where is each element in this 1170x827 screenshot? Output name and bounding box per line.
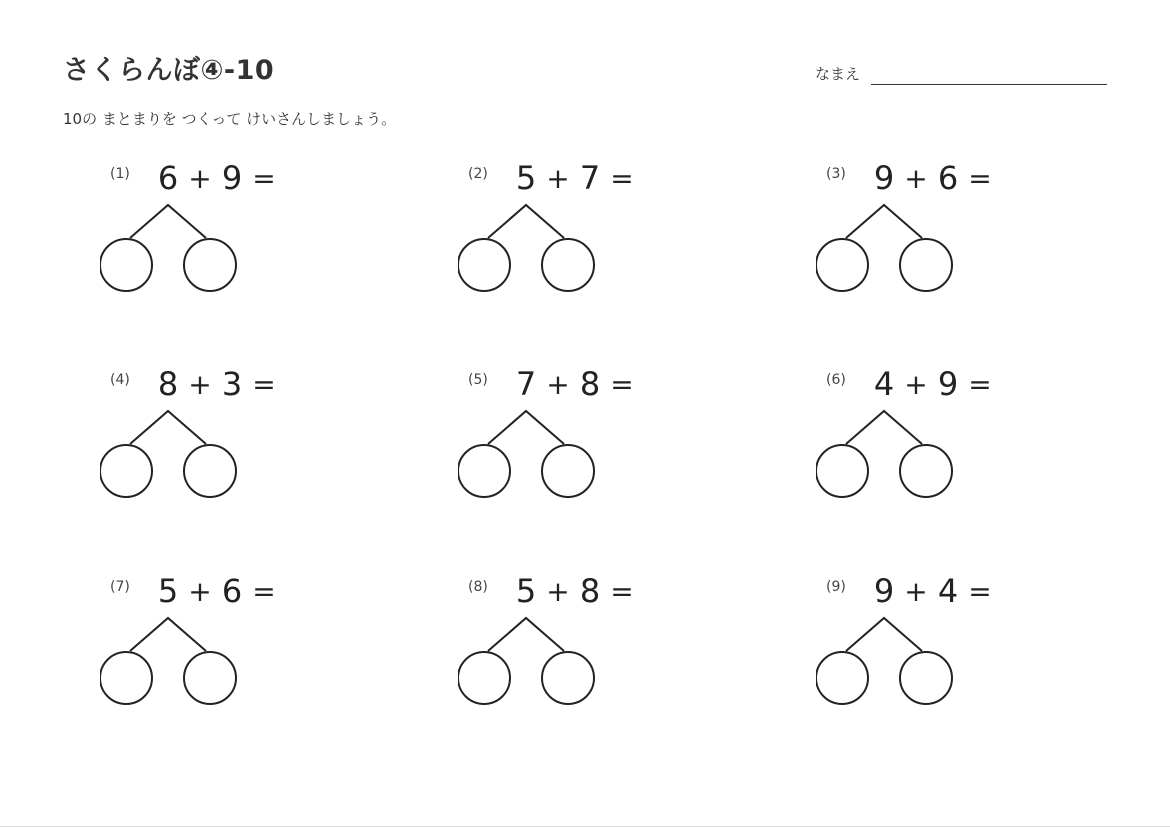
plus-sign: +	[904, 367, 928, 401]
cherry-stem	[130, 411, 206, 444]
cherry-stem	[846, 411, 922, 444]
first-addend: 4	[873, 365, 895, 403]
cherry-right-answer-circle[interactable]	[900, 239, 952, 291]
second-addend: 7	[579, 159, 601, 197]
cherry-stem	[130, 618, 206, 651]
worksheet-title: さくらんぼ④-10	[63, 55, 275, 86]
first-addend: 5	[515, 572, 537, 610]
cherry-left-answer-circle[interactable]	[816, 652, 868, 704]
plus-sign: +	[904, 161, 928, 195]
equation	[872, 364, 1000, 404]
second-addend: 6	[221, 572, 243, 610]
cherry-left-answer-circle[interactable]	[816, 445, 868, 497]
problem-3	[816, 158, 1076, 298]
cherry-left-answer-circle[interactable]	[100, 652, 152, 704]
cherry-right-answer-circle[interactable]	[900, 652, 952, 704]
equals-sign: =	[252, 574, 276, 608]
equals-sign: =	[610, 161, 634, 195]
cherry-left-answer-circle[interactable]	[816, 239, 868, 291]
cherry-diagram	[458, 407, 598, 502]
equals-sign: =	[968, 367, 992, 401]
name-write-line[interactable]	[871, 84, 1107, 85]
problem-number: (9)	[826, 579, 846, 595]
problem-number: (8)	[468, 579, 488, 595]
second-addend: 3	[221, 365, 243, 403]
equals-sign: =	[610, 574, 634, 608]
problem-4	[100, 364, 360, 504]
problem-5	[458, 364, 718, 504]
cherry-diagram	[816, 614, 956, 709]
cherry-right-answer-circle[interactable]	[542, 445, 594, 497]
plus-sign: +	[904, 574, 928, 608]
cherry-right-answer-circle[interactable]	[900, 445, 952, 497]
equals-sign: =	[968, 574, 992, 608]
problem-6	[816, 364, 1076, 504]
cherry-diagram	[100, 614, 240, 709]
problem-number: (7)	[110, 579, 130, 595]
second-addend: 8	[579, 572, 601, 610]
plus-sign: +	[546, 161, 570, 195]
cherry-stem	[846, 618, 922, 651]
equation	[156, 571, 284, 611]
plus-sign: +	[188, 161, 212, 195]
second-addend: 6	[937, 159, 959, 197]
plus-sign: +	[188, 574, 212, 608]
first-addend: 9	[873, 159, 895, 197]
equation	[514, 158, 642, 198]
cherry-right-answer-circle[interactable]	[542, 652, 594, 704]
equals-sign: =	[252, 161, 276, 195]
problem-7	[100, 571, 360, 711]
problem-number: (2)	[468, 166, 488, 182]
equation	[872, 571, 1000, 611]
problem-1	[100, 158, 360, 298]
equation	[872, 158, 1000, 198]
plus-sign: +	[546, 574, 570, 608]
second-addend: 9	[937, 365, 959, 403]
cherry-stem	[488, 618, 564, 651]
first-addend: 5	[157, 572, 179, 610]
second-addend: 4	[937, 572, 959, 610]
name-label: なまえ	[815, 65, 861, 83]
name-field[interactable]	[815, 63, 1107, 87]
first-addend: 6	[157, 159, 179, 197]
equals-sign: =	[252, 367, 276, 401]
equation	[514, 571, 642, 611]
cherry-left-answer-circle[interactable]	[100, 239, 152, 291]
cherry-stem	[130, 205, 206, 238]
cherry-right-answer-circle[interactable]	[184, 652, 236, 704]
problem-number: (3)	[826, 166, 846, 182]
equals-sign: =	[610, 367, 634, 401]
first-addend: 9	[873, 572, 895, 610]
second-addend: 8	[579, 365, 601, 403]
cherry-right-answer-circle[interactable]	[542, 239, 594, 291]
cherry-diagram	[816, 407, 956, 502]
second-addend: 9	[221, 159, 243, 197]
equals-sign: =	[968, 161, 992, 195]
cherry-stem	[488, 411, 564, 444]
cherry-left-answer-circle[interactable]	[458, 445, 510, 497]
problem-8	[458, 571, 718, 711]
first-addend: 7	[515, 365, 537, 403]
cherry-stem	[488, 205, 564, 238]
cherry-left-answer-circle[interactable]	[458, 239, 510, 291]
cherry-diagram	[100, 407, 240, 502]
equation	[156, 158, 284, 198]
cherry-right-answer-circle[interactable]	[184, 239, 236, 291]
problem-number: (5)	[468, 372, 488, 388]
problem-number: (6)	[826, 372, 846, 388]
problem-9	[816, 571, 1076, 711]
plus-sign: +	[546, 367, 570, 401]
cherry-diagram	[100, 201, 240, 296]
cherry-diagram	[816, 201, 956, 296]
plus-sign: +	[188, 367, 212, 401]
equation	[156, 364, 284, 404]
cherry-stem	[846, 205, 922, 238]
cherry-right-answer-circle[interactable]	[184, 445, 236, 497]
cherry-left-answer-circle[interactable]	[100, 445, 152, 497]
cherry-diagram	[458, 614, 598, 709]
first-addend: 5	[515, 159, 537, 197]
problem-number: (1)	[110, 166, 130, 182]
problem-number: (4)	[110, 372, 130, 388]
equation	[514, 364, 642, 404]
first-addend: 8	[157, 365, 179, 403]
problem-2	[458, 158, 718, 298]
cherry-left-answer-circle[interactable]	[458, 652, 510, 704]
cherry-diagram	[458, 201, 598, 296]
instruction-text: 10の まとまりを つくって けいさんしましょう。	[63, 110, 397, 128]
